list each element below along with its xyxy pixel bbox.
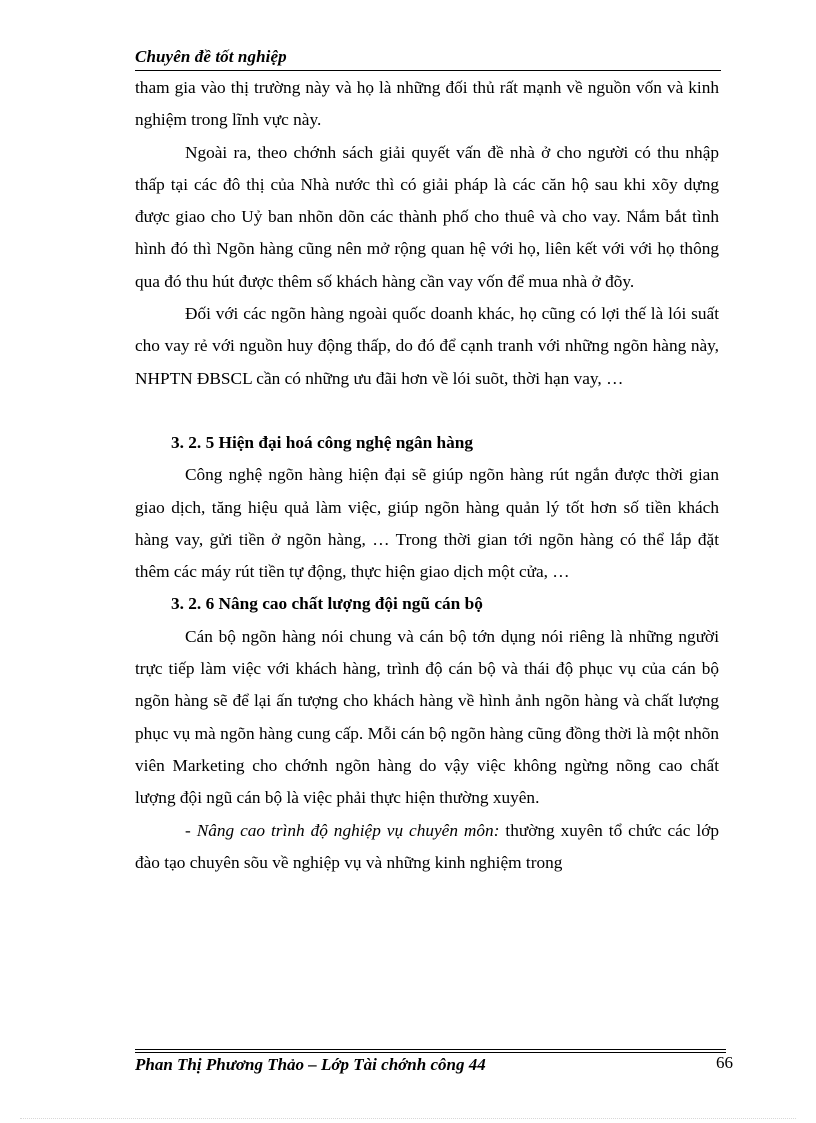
footer-author: Phan Thị Phương Thảo – Lớp Tài chớnh công 44 xyxy=(135,1055,486,1074)
spacer xyxy=(135,395,719,427)
paragraph-competition: Đối với các ngõn hàng ngoài quốc doanh khác, họ cũng có lợi thế là lói suất cho vay rẻ với nguồn huy động thấp, do đó để cạnh tranh với những ngõn hàng này, NHPTN ĐBSCL cần có những ưu đãi hơn về lói suõt, thời hạn vay, … xyxy=(135,304,719,388)
footer-divider-top xyxy=(135,1049,726,1050)
paragraph-training xyxy=(135,815,719,880)
page-number: 66 xyxy=(716,1053,733,1072)
paragraph-staff-quality: Cán bộ ngõn hàng nói chung và cán bộ tớn dụng nói riêng là những người trực tiếp làm việc với khách hàng, trình độ cán bộ và thái độ phục vụ của cán bộ ngõn hàng sẽ để lại ấn tượng cho khách hàng về hình ảnh ngõn hàng và chất lượng phục vụ mà ngõn hàng cung cấp. Mỗi cán bộ ngõn hàng cũng đồng thời là một nhõn viên Marketing cho chớnh ngõn hàng do vậy việc không ngừng nõng cao chất lượng đội ngũ cán bộ là việc phải thực hiện thường xuyên. xyxy=(135,626,719,808)
document-body xyxy=(135,72,719,879)
paragraph-continuation: tham gia vào thị trường này và họ là những đối thủ rất mạnh về nguồn vốn và kinh nghiệm trong lĩnh vực này. xyxy=(135,78,719,130)
section-heading-3-2-5: 3. 2. 5 Hiện đại hoá công nghệ ngân hàng xyxy=(171,432,474,452)
footer-divider-bottom xyxy=(135,1052,726,1053)
section-heading-3-2-6: 3. 2. 6 Nâng cao chất lượng đội ngũ cán bộ xyxy=(171,594,483,614)
page-header-title: Chuyên đề tốt nghiệp xyxy=(135,47,287,66)
training-lead-italic: - Nâng cao trình độ nghiệp vụ chuyên môn: xyxy=(185,820,500,840)
training-rest-text: thường xuyên tổ chức các lớp đào tạo chuyên sõu về nghiệp vụ và những kinh nghiệm trong xyxy=(135,820,719,872)
paragraph-housing-policy: Ngoài ra, theo chớnh sách giải quyết vấn đề nhà ở cho người có thu nhập thấp tại các đô thị của Nhà nước thì có giải pháp là các căn hộ sau khi xõy dựng được giao cho Uỷ ban nhõn dõn các thành phố cho thuê và cho vay. Nắm bắt tình hình đó thì Ngõn hàng cũng nên mở rộng quan hệ với họ, liên kết với với họ thông qua đó thu hút được thêm số khách hàng cần vay vốn để mua nhà ở đõy. xyxy=(135,142,719,291)
header-divider xyxy=(135,70,721,71)
page-bottom-edge xyxy=(20,1118,796,1119)
paragraph-technology: Công nghệ ngõn hàng hiện đại sẽ giúp ngõn hàng rút ngắn được thời gian giao dịch, tăng hiệu quả làm việc, giúp ngõn hàng quản lý tốt hơn số tiền khách hàng vay, gửi tiền ở ngõn hàng, … Trong thời gian tới ngõn hàng có thể lắp đặt thêm các máy rút tiền tự động, thực hiện giao dịch một cửa, … xyxy=(135,465,719,582)
